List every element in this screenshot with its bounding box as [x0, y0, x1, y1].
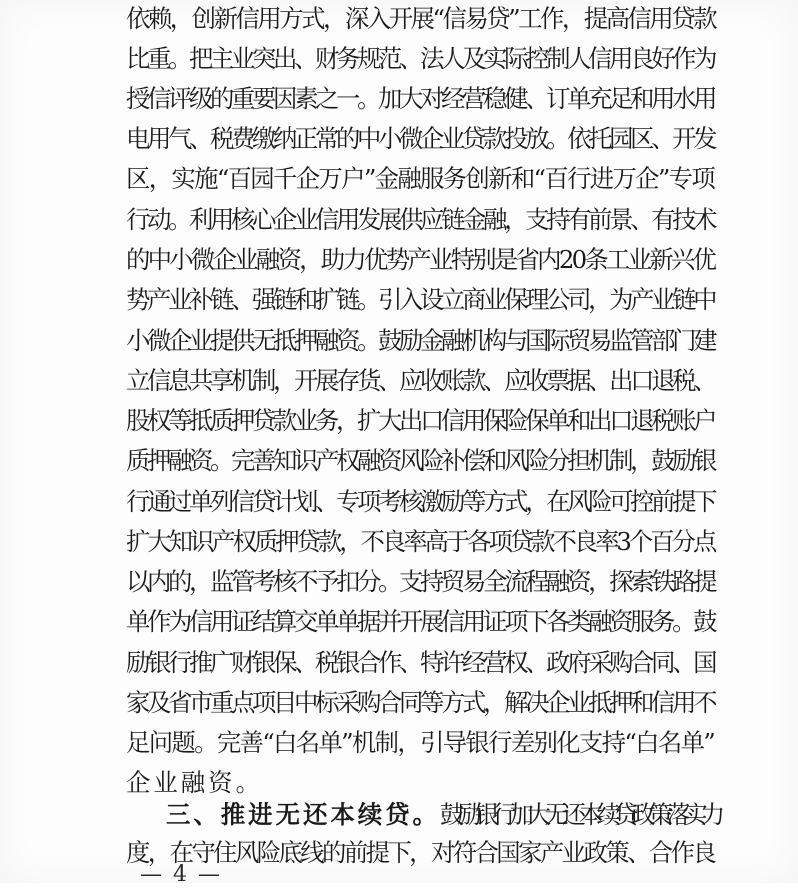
text-line: 度，在守住风险底线的前提下，对符合国家产业政策、合作良	[126, 838, 714, 867]
text-line: 比重。把主业突出、财务规范、法人及实际控制人信用良好作为	[126, 44, 714, 73]
section-heading-line	[166, 800, 719, 830]
text-line: 区，实施“百园千企万户”金融服务创新和“百行进万企”专项	[126, 164, 714, 193]
text-line: 单作为信用证结算交单单据并开展信用证项下各类融资服务。鼓	[126, 607, 714, 636]
text-line: 以内的，监管考核不予扣分。支持贸易全流程融资，探索铁路提	[126, 567, 714, 596]
text-line: 电用气、税费缴纳正常的中小微企业贷款投放。依托园区、开发	[126, 124, 714, 153]
text-line: 授信评级的重要因素之一。加大对经营稳健、订单充足和用水用	[126, 84, 714, 113]
text-line: 足问题。完善“白名单”机制，引导银行差别化支持“白名单”	[126, 728, 714, 757]
page-number: — 4 —	[140, 862, 222, 887]
text-line: 股权等抵质押贷款业务，扩大出口信用保险保单和出口退税账户	[126, 406, 714, 435]
text-line: 励银行推广财银保、税银合作、特许经营权、政府采购合同、国	[126, 648, 714, 677]
section-heading-rest: 鼓励银行加大无还本续贷政策落实力	[439, 800, 719, 829]
text-line: 立信息共享机制，开展存货、应收账款、应收票据、出口退税、	[126, 366, 714, 395]
text-line: 扩大知识产权质押贷款，不良率高于各项贷款不良率3个百分点	[126, 527, 714, 556]
text-line: 小微企业提供无抵押融资。鼓励金融机构与国际贸易监管部门建	[126, 326, 714, 355]
text-line: 行动。利用核心企业信用发展供应链金融，支持有前景、有技术	[126, 205, 714, 234]
text-line: 势产业补链、强链和扩链。引入设立商业保理公司，为产业链中	[126, 285, 714, 314]
section-heading: 三、推进无还本续贷。	[166, 800, 440, 829]
text-line: 依赖，创新信用方式，深入开展“信易贷”工作，提高信用贷款	[126, 4, 716, 33]
text-line: 行通过单列信贷计划、专项考核激励等方式，在风险可控前提下	[126, 487, 714, 516]
text-line: 家及省市重点项目中标采购合同等方式，解决企业抵押和信用不	[126, 688, 714, 717]
text-line: 企业融资。	[126, 768, 263, 797]
text-line: 质押融资。完善知识产权融资风险补偿和风险分担机制，鼓励银	[126, 446, 714, 475]
text-line: 的中小微企业融资，助力优势产业特别是省内20条工业新兴优	[126, 245, 715, 274]
